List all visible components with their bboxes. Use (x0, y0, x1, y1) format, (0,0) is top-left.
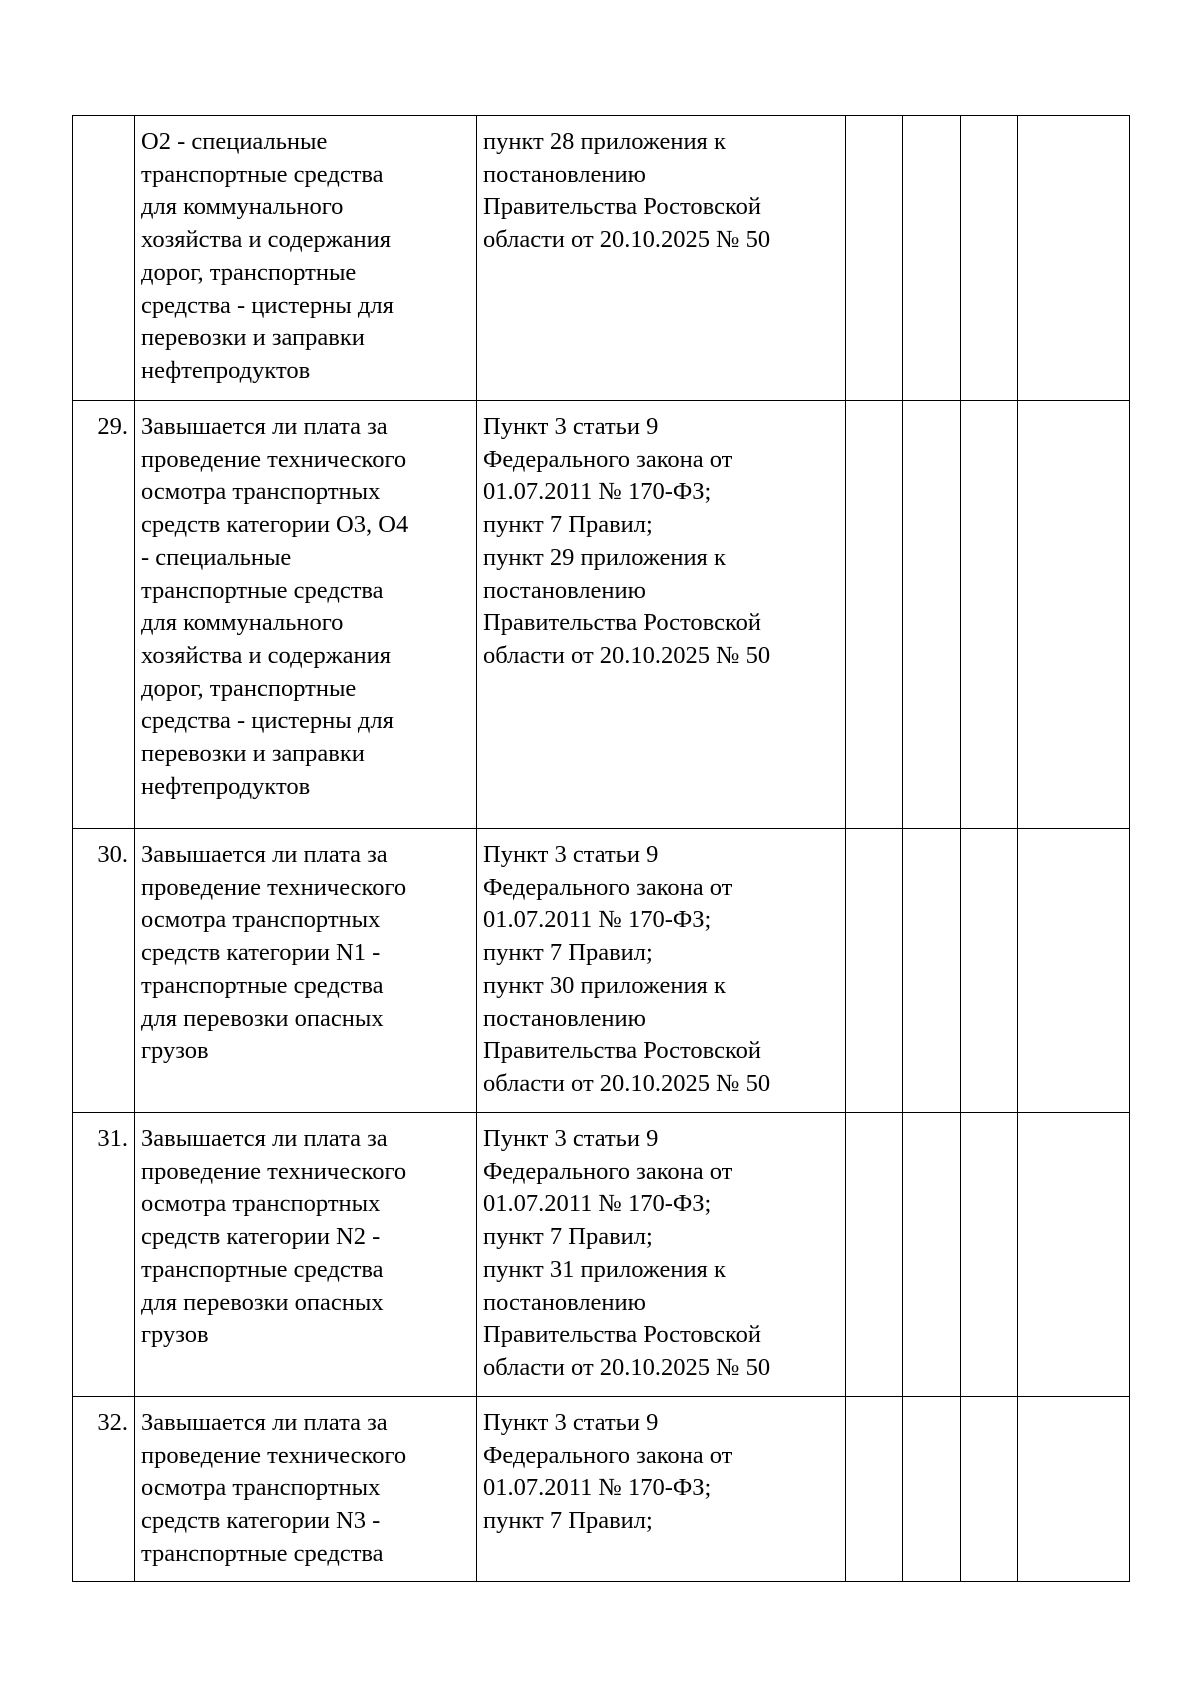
notes-cell (1018, 1113, 1130, 1397)
reference-cell: Пункт 3 статьи 9 Федерального закона от 01.07.2011 № 170-ФЗ; пункт 7 Правил; (477, 1397, 846, 1582)
answer-no-cell (903, 116, 961, 401)
table-row (73, 829, 1130, 1113)
answer-na-cell (961, 1397, 1018, 1582)
reference-cell: Пункт 3 статьи 9 Федерального закона от 01.07.2011 № 170-ФЗ; пункт 7 Правил; пункт 31 приложения к постановлению Правительства Ростовской области от 20.10.2025 № 50 (477, 1113, 846, 1397)
checklist-table (72, 115, 1130, 1582)
row-number: 30. (73, 829, 135, 1113)
notes-cell (1018, 1397, 1130, 1582)
answer-yes-cell (846, 116, 903, 401)
answer-no-cell (903, 401, 961, 829)
answer-na-cell (961, 401, 1018, 829)
table-row (73, 1113, 1130, 1397)
row-number (73, 116, 135, 401)
table-row (73, 1397, 1130, 1582)
question-cell: О2 - специальные транспортные средства для коммунального хозяйства и содержания дорог, транспортные средства - цистерны для перевозки и заправки нефтепродуктов (135, 116, 477, 401)
question-cell: Завышается ли плата за проведение технического осмотра транспортных средств категории N2 - транспортные средства для перевозки опасных грузов (135, 1113, 477, 1397)
answer-yes-cell (846, 1113, 903, 1397)
notes-cell (1018, 829, 1130, 1113)
answer-na-cell (961, 116, 1018, 401)
table-row (73, 116, 1130, 401)
answer-yes-cell (846, 401, 903, 829)
answer-no-cell (903, 1397, 961, 1582)
reference-cell: Пункт 3 статьи 9 Федерального закона от 01.07.2011 № 170-ФЗ; пункт 7 Правил; пункт 30 приложения к постановлению Правительства Ростовской области от 20.10.2025 № 50 (477, 829, 846, 1113)
question-cell: Завышается ли плата за проведение технического осмотра транспортных средств категории N1 - транспортные средства для перевозки опасных грузов (135, 829, 477, 1113)
reference-cell: Пункт 3 статьи 9 Федерального закона от 01.07.2011 № 170-ФЗ; пункт 7 Правил; пункт 29 приложения к постановлению Правительства Ростовской области от 20.10.2025 № 50 (477, 401, 846, 829)
row-number: 31. (73, 1113, 135, 1397)
reference-cell: пункт 28 приложения к постановлению Правительства Ростовской области от 20.10.2025 № 50 (477, 116, 846, 401)
table-row (73, 401, 1130, 829)
question-cell: Завышается ли плата за проведение технического осмотра транспортных средств категории N3 - транспортные средства (135, 1397, 477, 1582)
notes-cell (1018, 116, 1130, 401)
row-number: 32. (73, 1397, 135, 1582)
answer-yes-cell (846, 829, 903, 1113)
notes-cell (1018, 401, 1130, 829)
answer-yes-cell (846, 1397, 903, 1582)
answer-na-cell (961, 1113, 1018, 1397)
answer-na-cell (961, 829, 1018, 1113)
answer-no-cell (903, 829, 961, 1113)
question-cell: Завышается ли плата за проведение технического осмотра транспортных средств категории О3, О4 - специальные транспортные средства для коммунального хозяйства и содержания дорог, транспортные средства - цистерны для перевозки и заправки нефтепродуктов (135, 401, 477, 829)
row-number: 29. (73, 401, 135, 829)
answer-no-cell (903, 1113, 961, 1397)
